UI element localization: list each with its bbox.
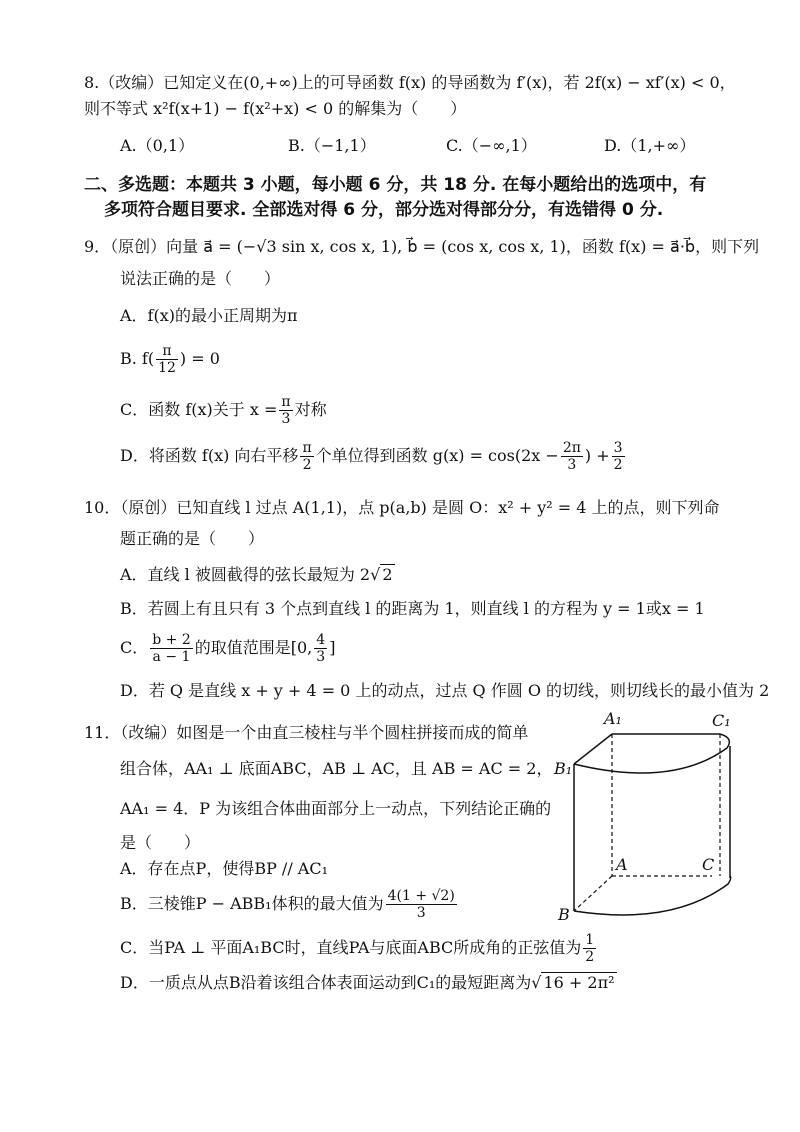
q11-option-a: A．存在点P，使得BP // AC₁ — [120, 859, 329, 878]
q10-option-c-middle: 的取值范围是[0, — [194, 638, 313, 657]
q9-option-d — [120, 440, 627, 473]
q9-option-b-denominator: 12 — [158, 360, 176, 376]
q11-option-b-numerator: 4(1 + √2) — [387, 888, 455, 904]
top-edge-b1-a1 — [574, 734, 612, 764]
section-heading-line1: 二、多选题：本题共 3 小题，每小题 6 分，共 18 分. 在每小题给出的选项中，有 — [84, 175, 707, 195]
q9-option-c-suffix: 对称 — [294, 400, 327, 419]
q11-stem-line1: 11．（改编）如图是一个由直三棱柱与半个圆柱拼接而成的简单 — [84, 723, 529, 742]
section-heading-line2: 多项符合题目要求. 全部选对得 6 分，部分选对得部分分，有选错得 0 分. — [104, 200, 664, 220]
q8-option-a: A.（0,1） — [120, 136, 195, 155]
q11-option-d-text: D．一质点从点B沿着该组合体表面运动到C₁的最短距离为 — [120, 973, 532, 992]
q11-stem-line4: 是（ ） — [120, 833, 201, 852]
q9-option-b-numerator: π — [156, 343, 178, 360]
q10-option-c-prefix: C． — [120, 638, 149, 657]
q9-stem-line1: 9．（原创）向量 a⃗ = (−√3 sin x, cos x, 1), b⃗ = (cos x, cos x, 1)，函数 f(x) = a⃗·b⃗，则下列 — [84, 237, 760, 256]
q9-option-d-numerator1: π — [302, 440, 312, 456]
q9-option-d-denominator1: 2 — [302, 457, 312, 473]
q11-stem-line3: AA₁ = 4．P 为该组合体曲面部分上一动点，下列结论正确的 — [120, 799, 552, 818]
q10-option-c-suffix: ] — [329, 638, 336, 657]
q11-option-b-text: B．三棱锥P − ABB₁体积的最大值为 — [120, 894, 384, 913]
q9-option-b-fraction — [156, 343, 178, 376]
label-c: C — [702, 855, 715, 874]
q11-option-b — [120, 888, 459, 921]
q9-option-d-denominator3: 2 — [613, 457, 623, 473]
q9-option-b — [120, 343, 220, 376]
q9-option-d-middle: 个单位得到函数 g(x) = cos(2x − — [315, 446, 559, 465]
q9-option-c-prefix: C．函数 f(x)关于 x = — [120, 400, 278, 419]
q11-option-b-fraction — [386, 888, 457, 921]
q9-option-d-fraction1 — [300, 440, 313, 473]
hidden-edge-ab — [574, 876, 612, 911]
q9-option-d-middle2: ) + — [584, 446, 610, 465]
q9-option-c-fraction — [279, 394, 292, 427]
q9-option-d-numerator2: 2π — [562, 440, 581, 456]
q11-option-b-denominator: 3 — [416, 905, 426, 921]
q11-option-d-radicand: 16 + 2π² — [543, 973, 615, 992]
q9-option-b-prefix: B. f( — [120, 349, 155, 368]
q11-option-c-denominator: 2 — [585, 949, 595, 965]
q9-option-d-denominator2: 3 — [567, 457, 577, 473]
q11-option-c-numerator: 1 — [585, 932, 595, 948]
q10-option-c-fraction1 — [150, 632, 193, 665]
q10-option-a-text: A．直线 l 被圆截得的弦长最短为 2 — [120, 565, 371, 584]
q10-stem-line2: 题正确的是（ ） — [120, 529, 265, 548]
q11-option-c-text: C．当PA ⊥ 平面A₁BC时，直线PA与底面ABC所成角的正弦值为 — [120, 938, 582, 957]
q8-option-b: B.（−1,1） — [288, 136, 376, 155]
q10-option-c-numerator1: b + 2 — [152, 632, 191, 648]
q9-option-c-numerator: π — [281, 394, 291, 410]
q10-option-c-denominator2: 3 — [316, 649, 326, 665]
q10-stem-line1: 10．（原创）已知直线 l 过点 A(1,1)，点 p(a,b) 是圆 O：x² + y² = 4 上的点，则下列命 — [84, 498, 720, 517]
q9-option-c-denominator: 3 — [281, 411, 291, 427]
label-b: B — [558, 905, 570, 924]
label-a1: A₁ — [604, 709, 622, 728]
q8-stem-line2: 则不等式 x²f(x+1) − f(x²+x) < 0 的解集为（ ） — [84, 99, 467, 118]
label-b1: B₁ — [554, 759, 573, 778]
q11-option-c — [120, 932, 598, 965]
label-a: A — [616, 855, 628, 874]
composite-solid-figure — [552, 706, 772, 926]
q8-option-d: D.（1,+∞） — [604, 136, 696, 155]
q10-option-c-fraction2 — [314, 632, 327, 665]
q9-option-d-fraction3 — [612, 440, 625, 473]
q8-option-c: C.（−∞,1） — [446, 136, 537, 155]
bottom-arc — [574, 876, 731, 915]
q9-option-d-fraction2 — [561, 440, 583, 473]
q9-option-c — [120, 394, 327, 427]
q10-option-d: D．若 Q 是直线 x + y + 4 = 0 上的动点，过点 Q 作圆 O 的切线，则切线长的最小值为 2 — [120, 681, 770, 700]
top-arc-front — [574, 734, 729, 773]
sqrt-sign: √ — [370, 565, 381, 584]
q9-option-a: A．f(x)的最小正周期为π — [120, 306, 298, 325]
q10-option-a-radicand: 2 — [382, 565, 393, 584]
q9-option-d-prefix: D．将函数 f(x) 向右平移 — [120, 446, 299, 465]
label-c1: C₁ — [712, 711, 731, 730]
q10-option-c — [120, 632, 335, 665]
q10-option-c-numerator2: 4 — [316, 632, 326, 648]
q9-option-b-suffix: ) = 0 — [179, 349, 220, 368]
q11-option-c-fraction — [583, 932, 596, 965]
q8-stem-line1: 8.（改编）已知定义在(0,+∞)上的可导函数 f(x) 的导函数为 f′(x)，若 2f(x) − xf′(x) < 0， — [84, 73, 736, 92]
q10-option-b: B．若圆上有且只有 3 个点到直线 l 的距离为 1，则直线 l 的方程为 y = 1或x = 1 — [120, 599, 705, 618]
sqrt-sign: √ — [531, 973, 542, 992]
q10-option-c-denominator1: a − 1 — [152, 649, 191, 665]
q10-option-a — [120, 564, 395, 586]
q9-option-d-numerator3: 3 — [613, 440, 623, 456]
q11-stem-line2: 组合体，AA₁ ⊥ 底面ABC，AB ⊥ AC，且 AB = AC = 2， — [120, 759, 553, 778]
q11-option-d — [120, 972, 617, 994]
q9-stem-line2: 说法正确的是（ ） — [120, 269, 281, 288]
